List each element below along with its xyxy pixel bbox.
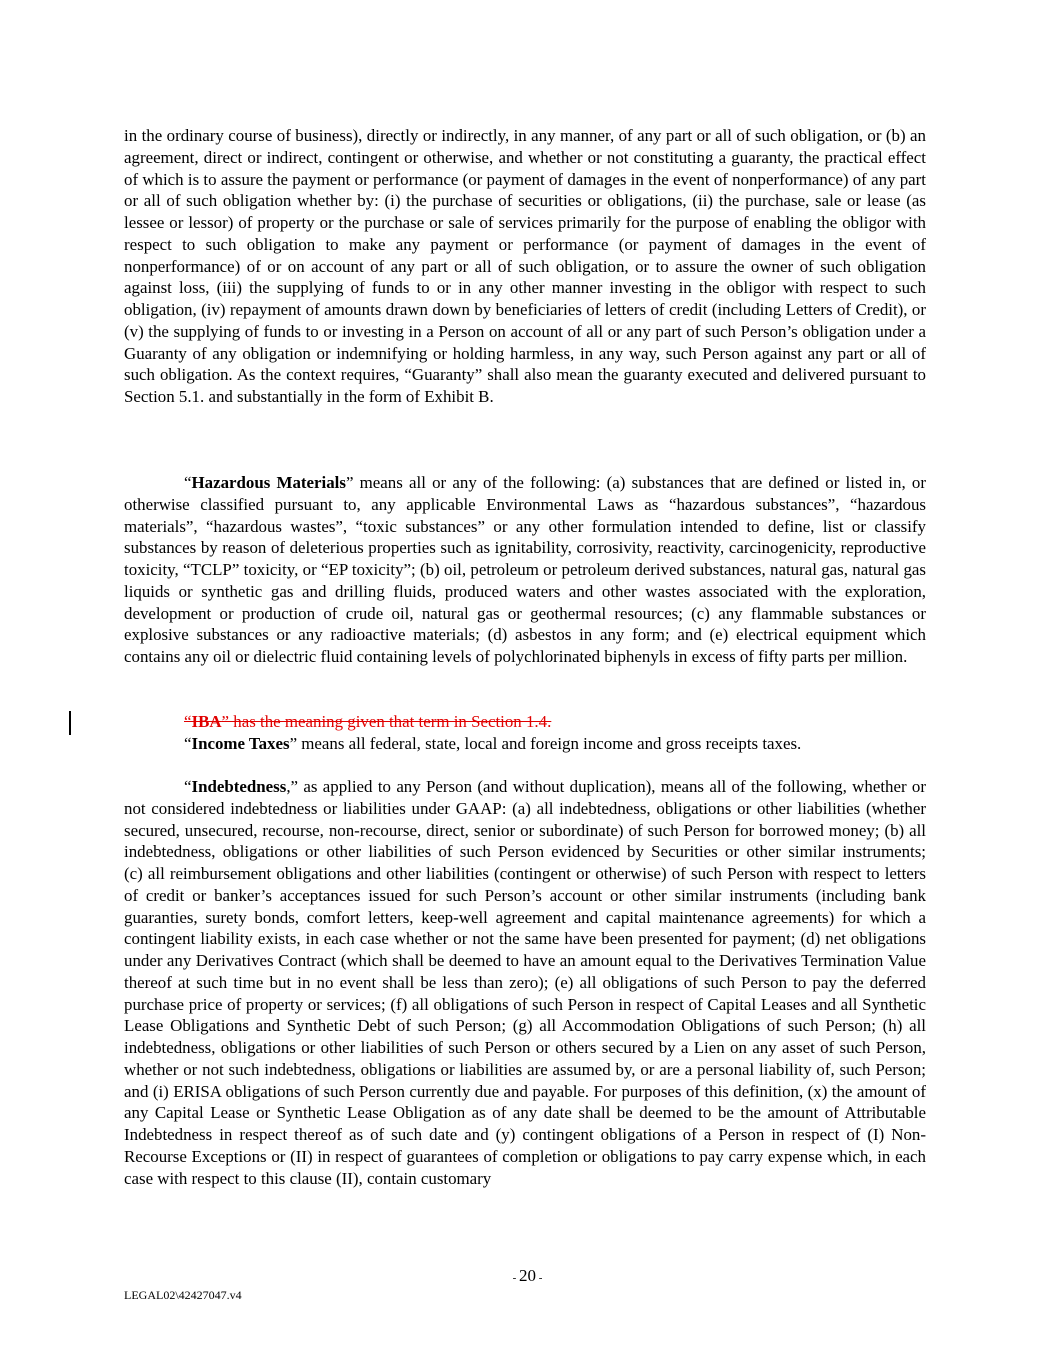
document-id: LEGAL02\42427047.v4: [124, 1288, 242, 1302]
page-number-suffix: -: [536, 1272, 543, 1284]
definition-text: ,” as applied to any Person (and without duplication), means all of the following, whether or not considered indebtedness or liabilities under GAAP: (a) all indebtedness, obligations or other liabilities (whether secured, unsecured, recourse, non-recourse, direct, senior or subordinate) of such Person for borrowed money; (b) all indebtedness, obligations or other liabilities of such Person evidenced by Securities or other similar instruments; (c) all reimbursement obligations and other liabilities (contingent or otherwise) of such Person with respect to letters of credit or banker’s acceptances issued for such Person’s account or other similar instruments (including bank guaranties, surety bonds, comfort letters, keep-well agreement and capital maintenance agreements) for which a contingent liability exists, in each case whether or not the same have been presented for payment; (d) net obligations under any Derivatives Contract (which shall be deemed to have an amount equal to the Derivatives Termination Value thereof at such time but in no event shall be less than zero); (e) all obligations of such Person to pay the deferred purchase price of property or services; (f) all obligations of such Person in respect of Capital Leases and all Synthetic Lease Obligations and Synthetic Debt of such Person; (g) all Accommodation Obligations of such Person; (h) all indebtedness, obligations or other liabilities of such Person or others secured by a Lien on any asset of such Person, whether or not such indebtedness, obligations or liabilities are assumed by, or are a personal liability of, such Person; and (i) ERISA obligations of such Person currently due and payable. For purposes of this definition, (x) the amount of any Capital Lease or Synthetic Lease Obligation as of any date shall be deemed to be the amount of Attributable Indebtedness in respect thereof as of such date and (y) contingent obligations of a Person in respect of (I) Non-Recourse Exceptions or (II) in respect of guarantees of completion or obligations to pay carry expense which, in each case with respect to this clause (II), contain customary: [124, 777, 926, 1188]
definition-indebtedness: [124, 776, 926, 1189]
page-number-value: 20: [519, 1266, 536, 1285]
open-quote: “: [184, 734, 192, 753]
defined-term-hazardous-materials: Hazardous Materials: [191, 473, 346, 492]
definition-hazardous-materials: [124, 472, 926, 668]
defined-term-iba: IBA: [191, 712, 222, 731]
definition-text: ” means all or any of the following: (a) substances that are defined or listed in, or otherwise classified pursuant to, any applicable Environmental Laws as “hazardous substances”, “hazardous materials”, “hazardous wastes”, “toxic substances” or any other formulation intended to define, list or classify substances by reason of deleterious properties such as ignitability, corrosivity, reactivity, carcinogenicity, reproductive toxicity, “TCLP” toxicity, or “EP toxicity”; (b) oil, petroleum or petroleum derived substances, natural gas, natural gas liquids or synthetic gas and drilling fluids, produced waters and other wastes associated with the exploration, development or production of crude oil, natural gas or geothermal resources; (c) any flammable substances or explosive substances or any radioactive materials; (d) asbestos in any form; and (e) electrical equipment which contains any oil or dielectric fluid containing levels of polychlorinated biphenyls in excess of fifty parts per million.: [124, 473, 926, 666]
page-number-prefix: -: [512, 1272, 519, 1284]
defined-term-income-taxes: Income Taxes: [191, 734, 290, 753]
paragraph-guaranty-continued: in the ordinary course of business), directly or indirectly, in any manner, of any part or all of such obligation, or (b) an agreement, direct or indirect, contingent or otherwise, and whether or not constituting a guaranty, the practical effect of which is to assure the payment or performance (or payment of damages in the event of nonperformance) of any part or all of such obligation whether by: (i) the purchase of securities or obligations, (ii) the purchase, sale or lease (as lessee or lessor) of property or the purchase or sale of services primarily for the purpose of enabling the obligor with respect to such obligation to make any payment or performance (or payment of damages in the event of nonperformance) of or on account of any part or all of such obligation, or to assure the owner of such obligation against loss, (iii) the supplying of funds to or in any other manner investing in the obligor with respect to such obligation, (iv) repayment of amounts drawn down by beneficiaries of letters of credit (including Letters of Credit), or (v) the supplying of funds to or investing in a Person on account of all or any part of such Person’s obligation under a Guaranty of any obligation or indemnifying or holding harmless, in any way, such Person against any part or all of such obligation. As the context requires, “Guaranty” shall also mean the guaranty executed and delivered pursuant to Section 5.1. and substantially in the form of Exhibit B.: [124, 126, 926, 406]
open-quote: “: [184, 473, 192, 492]
page-number: [0, 1265, 1055, 1289]
revision-change-bar: [69, 711, 71, 735]
definition-income-taxes: [124, 733, 926, 755]
open-quote: “: [184, 777, 192, 796]
definition-text: ” means all federal, state, local and foreign income and gross receipts taxes.: [289, 734, 802, 753]
open-quote: “: [184, 712, 192, 731]
defined-term-indebtedness: Indebtedness: [191, 777, 287, 796]
definition-iba-deleted: [124, 711, 926, 733]
definition-text: ” has the meaning given that term in Section 1.4.: [221, 712, 552, 731]
